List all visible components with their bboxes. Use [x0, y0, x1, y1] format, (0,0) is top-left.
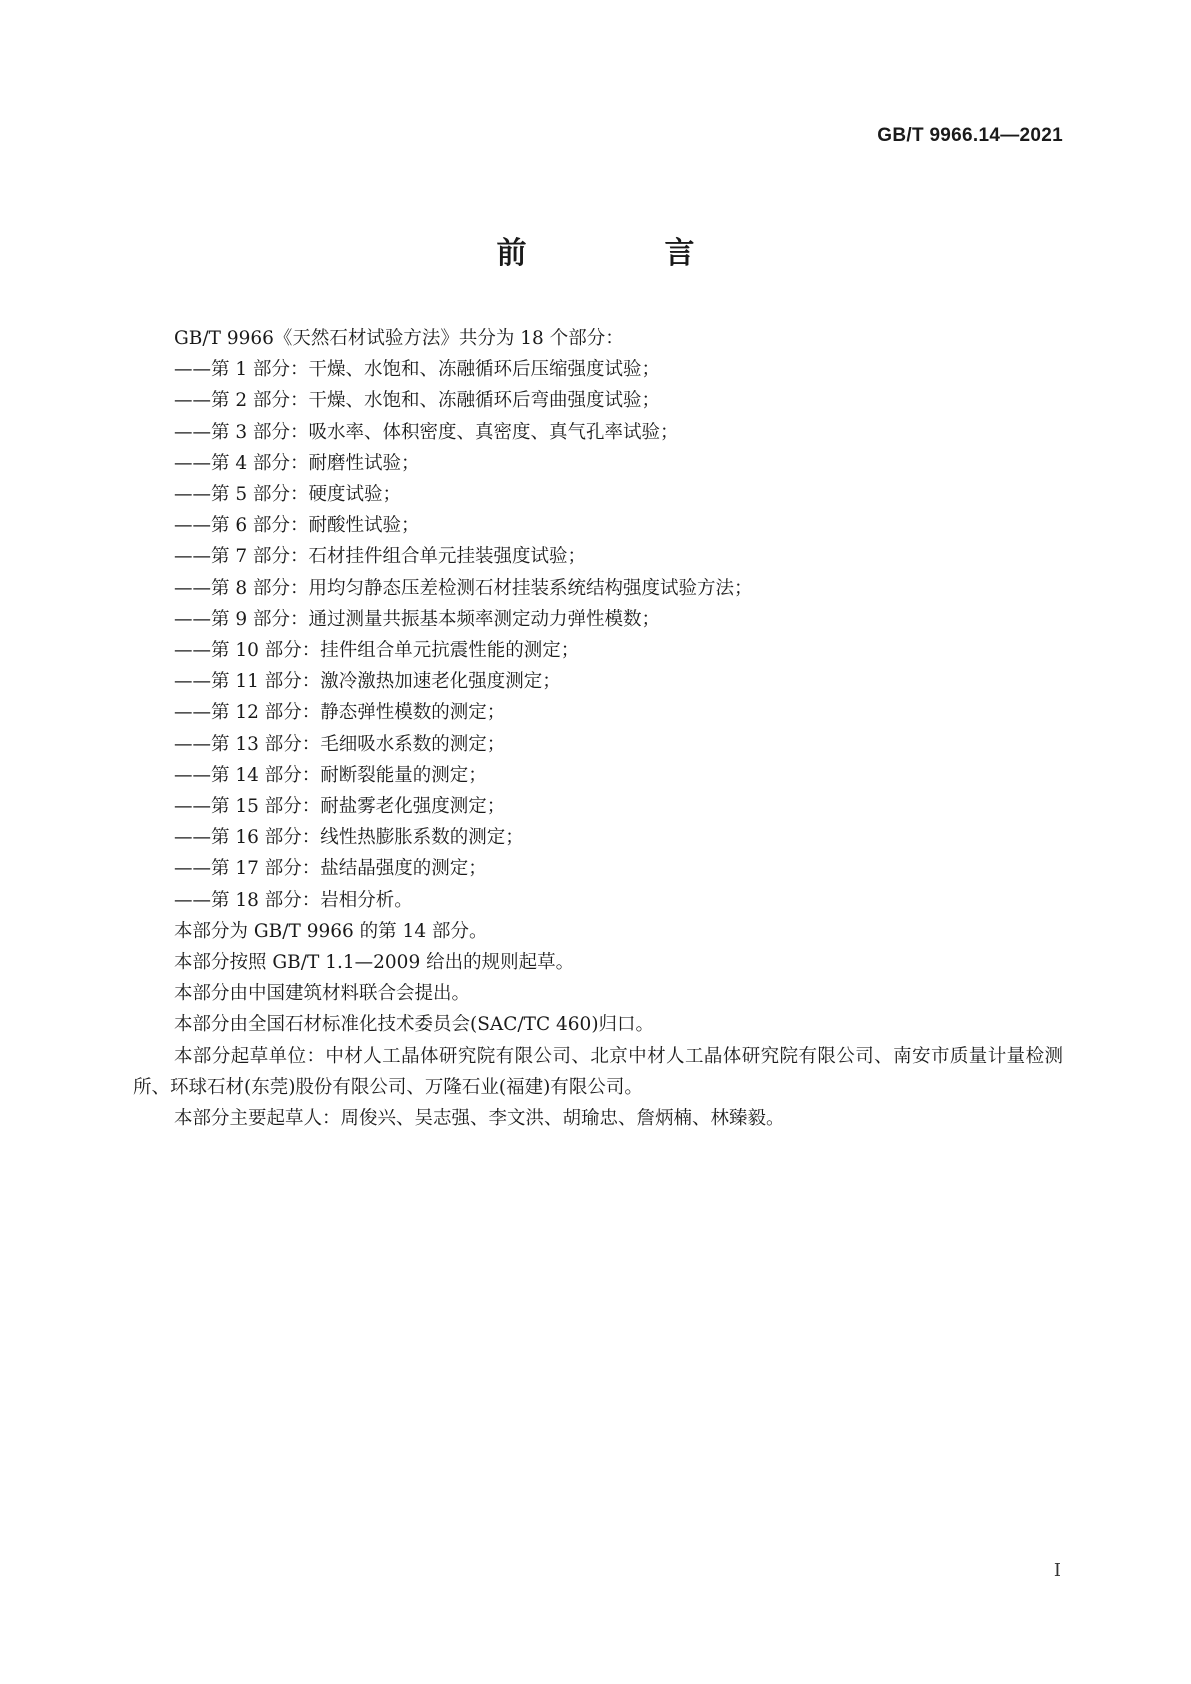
- foreword-body: [133, 323, 1063, 1134]
- drafting-rules-statement: 本部分按照 GB/T 1.1—2009 给出的规则起草。: [174, 952, 575, 974]
- list-item: ——第 10 部分：挂件组合单元抗震性能的测定；: [174, 640, 580, 662]
- list-item: ——第 2 部分：干燥、水饱和、冻融循环后弯曲强度试验；: [174, 390, 661, 412]
- list-item: ——第 6 部分：耐酸性试验；: [174, 515, 420, 537]
- list-item: ——第 11 部分：激冷激热加速老化强度测定；: [174, 671, 561, 693]
- list-item: ——第 13 部分：毛细吸水系数的测定；: [174, 733, 506, 755]
- page-title: 前 言: [496, 236, 749, 271]
- committee-statement: 本部分由全国石材标准化技术委员会(SAC/TC 460)归口。: [174, 1014, 655, 1036]
- list-item: ——第 14 部分：耐断裂能量的测定；: [174, 764, 487, 786]
- proposer-statement: 本部分由中国建筑材料联合会提出。: [174, 983, 471, 1005]
- list-item: ——第 7 部分：石材挂件组合单元挂装强度试验；: [174, 546, 587, 568]
- drafters-statement: 本部分主要起草人：周俊兴、吴志强、李文洪、胡瑜忠、詹炳楠、林臻毅。: [174, 1108, 785, 1130]
- list-item: ——第 9 部分：通过测量共振基本频率测定动力弹性模数；: [174, 608, 661, 630]
- drafting-units-statement: 本部分起草单位：中材人工晶体研究院有限公司、北京中材人工晶体研究院有限公司、南安市质量计量检测所、环球石材(东莞)股份有限公司、万隆石业(福建)有限公司。: [133, 1045, 1063, 1098]
- standard-number: GB/T 9966.14—2021: [877, 125, 1063, 146]
- list-item: ——第 12 部分：静态弹性模数的测定；: [174, 702, 506, 724]
- list-item: ——第 17 部分：盐结晶强度的测定；: [174, 858, 487, 880]
- list-item: ——第 1 部分：干燥、水饱和、冻融循环后压缩强度试验；: [174, 359, 661, 381]
- list-item: ——第 5 部分：硬度试验；: [174, 484, 402, 506]
- list-item: ——第 16 部分：线性热膨胀系数的测定；: [174, 827, 524, 849]
- page-number: I: [1053, 1560, 1061, 1581]
- part-statement: 本部分为 GB/T 9966 的第 14 部分。: [174, 920, 488, 942]
- list-item: ——第 18 部分：岩相分析。: [174, 889, 413, 911]
- list-item: ——第 3 部分：吸水率、体积密度、真密度、真气孔率试验；: [174, 421, 679, 443]
- intro-paragraph: GB/T 9966《天然石材试验方法》共分为 18 个部分：: [174, 328, 624, 349]
- parts-list: [133, 354, 1063, 916]
- list-item: ——第 8 部分：用均匀静态压差检测石材挂装系统结构强度试验方法；: [174, 577, 753, 599]
- list-item: ——第 4 部分：耐磨性试验；: [174, 452, 420, 474]
- list-item: ——第 15 部分：耐盐雾老化强度测定；: [174, 796, 506, 818]
